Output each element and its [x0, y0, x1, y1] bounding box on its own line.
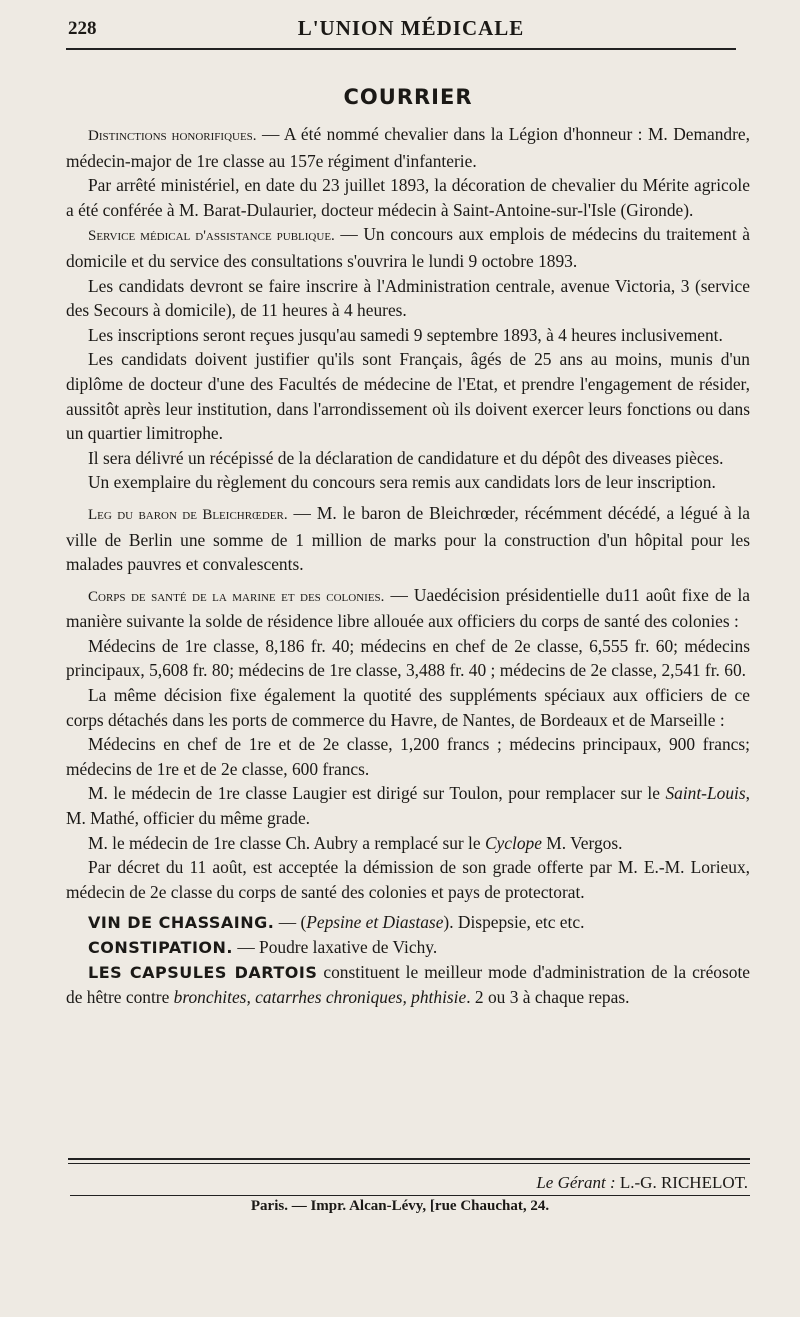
paragraph-recepisse: Il sera délivré un récépissé de la déclaration de candidature et du dépôt des diveases pièces. [88, 447, 724, 468]
paragraph-conditions: Les candidats doivent justifier qu'ils sont Français, âgés de 25 ans au moins, munis d'un diplôme de docteur d'une des Facultés de médecine de l'Etat, et prendre l'engagement de résider, aussitôt après leur institution, dans l'arrondissement où ils doivent exercer leurs fonctions ou dans un quartier limitrophe. [66, 349, 750, 444]
signature-label: Le Gérant : [536, 1173, 616, 1192]
advertisements [66, 910, 750, 1010]
footer-rule-bottom [68, 1163, 750, 1164]
paragraph-text: — Un concours aux emplois de médecins du traitement à domicile et du service des consultations s'ouvrira le lundi 9 octobre 1893. [66, 224, 750, 271]
paragraph-text: M. Vergos. [541, 832, 623, 853]
ad-chassaing [66, 910, 750, 935]
ad-text: constituent le meilleur mode d'administration de la créosote de hêtre contre [66, 962, 751, 1008]
paragraph-laugier [66, 781, 750, 830]
paragraph-text: — M. le baron de Bleichrœder, récémment décédé, a légué à la ville de Berlin une somme de 1 million de marks pour la construction d'un hôpital pour les malades pauvres et convalescents. [66, 502, 750, 575]
article-body [66, 82, 750, 1010]
paragraph-heading: Service médical d'assistance publique. [88, 228, 335, 245]
paragraph-text: — Uaedécision présidentielle du11 août fixe de la manière suivante la solde de résidence libre allouée aux officiers du corps de santé des colonies : [66, 584, 750, 632]
paragraph-inscription: Les candidats devront se faire inscrire à l'Administration centrale, avenue Victoria, 3 (service des Secours à domicile), de 11 heures à 4 heures. [66, 275, 750, 321]
footer-rule-top [68, 1158, 750, 1160]
ad-text: — ( [274, 912, 307, 933]
ship-name: Saint-Louis [665, 783, 746, 804]
paragraph-bleichroeder [66, 501, 750, 577]
paragraph-aubry [66, 831, 750, 856]
section-title: COURRIER [343, 85, 473, 109]
header-rule [66, 48, 736, 50]
paragraph-merite-agricole: Par arrêté ministériel, en date du 23 juillet 1893, la décoration de chevalier du Mérite agricole a été conférée à M. Barat-Dulaurier, docteur médecin à Saint-Antoine-sur-l'Isle (Gironde). [66, 175, 750, 220]
page-number: 228 [68, 18, 97, 39]
signature-name: L.-G. RICHELOT. [615, 1173, 748, 1192]
ad-constipation [66, 935, 750, 960]
ad-italic: Pepsine et Diastase [306, 912, 444, 933]
ad-title: LES CAPSULES DARTOIS [88, 963, 318, 983]
signature-line [536, 1173, 748, 1193]
ad-text: ). Dispepsie, etc etc. [443, 912, 585, 933]
journal-title: L'UNION MÉDICALE [297, 16, 525, 40]
ad-italic: bronchites, catarrhes chroniques, phthisie [173, 987, 467, 1008]
paragraph-heading: Leg du baron de Bleichrœder. [88, 506, 288, 523]
paragraph-lorieux: Par décret du 11 août, est acceptée la démission de son grade offerte par M. E.-M. Lorieux, médecin de 2e classe du corps de santé des colonies et pays de protectorat. [66, 857, 750, 902]
page-header [62, 8, 760, 46]
ad-title: CONSTIPATION. [88, 938, 233, 958]
paragraph-heading: Corps de santé de la marine et des colonies. [88, 588, 385, 605]
paragraph-supplements-montants: Médecins en chef de 1re et de 2e classe, 1,200 francs ; médecins principaux, 900 francs; médecins de 1re et de 2e classe, 600 francs. [66, 734, 750, 779]
paragraph-text: M. le médecin de 1re classe Ch. Aubry a remplacé sur le [88, 832, 485, 853]
paragraph-reglement: Un exemplaire du règlement du concours sera remis aux candidats lors de leur inscription. [88, 472, 716, 493]
paragraph-marine [66, 583, 750, 634]
paragraph-distinctions [66, 122, 750, 173]
paragraph-text: M. le médecin de 1re classe Laugier est dirigé sur Toulon, pour remplacer sur le [88, 783, 666, 804]
paragraph-text: , M. Mathé, officier du même grade. [66, 783, 750, 829]
paragraph-supplements: La même décision fixe également la quotité des suppléments spéciaux aux officiers de ce corps détachés dans les ports de commerce du Havre, de Nantes, de Bordeaux et de Marseille : [66, 685, 750, 730]
ad-title: VIN DE CHASSAING. [88, 913, 275, 933]
paragraph-assistance-publique [66, 222, 750, 273]
ship-name: Cyclope [484, 832, 542, 853]
ad-text: — Poudre laxative de Vichy. [232, 937, 438, 958]
paragraph-heading: Distinctions honorifiques. [88, 128, 257, 144]
paragraph-text: — A été nommé chevalier dans la Légion d'honneur : M. Demandre, médecin-major de 1re classe au 157e régiment d'infanterie. [66, 124, 750, 171]
ad-dartois [66, 960, 750, 1010]
imprint-rule [70, 1195, 750, 1196]
paragraph-soldes: Médecins de 1re classe, 8,186 fr. 40; médecins en chef de 2e classe, 6,555 fr. 60; médecins principaux, 5,608 fr. 80; médecins de 1re classe, 3,488 fr. 40 ; médecins de 2e classe, 2,541 fr. 60. [66, 635, 750, 681]
paragraph-inscriptions-dates: Les inscriptions seront reçues jusqu'au samedi 9 septembre 1893, à 4 heures inclusivement. [88, 324, 723, 345]
imprint-line: Paris. — Impr. Alcan-Lévy, [rue Chauchat, 24. [250, 1198, 550, 1214]
ad-text: . 2 ou 3 à chaque repas. [466, 987, 630, 1008]
